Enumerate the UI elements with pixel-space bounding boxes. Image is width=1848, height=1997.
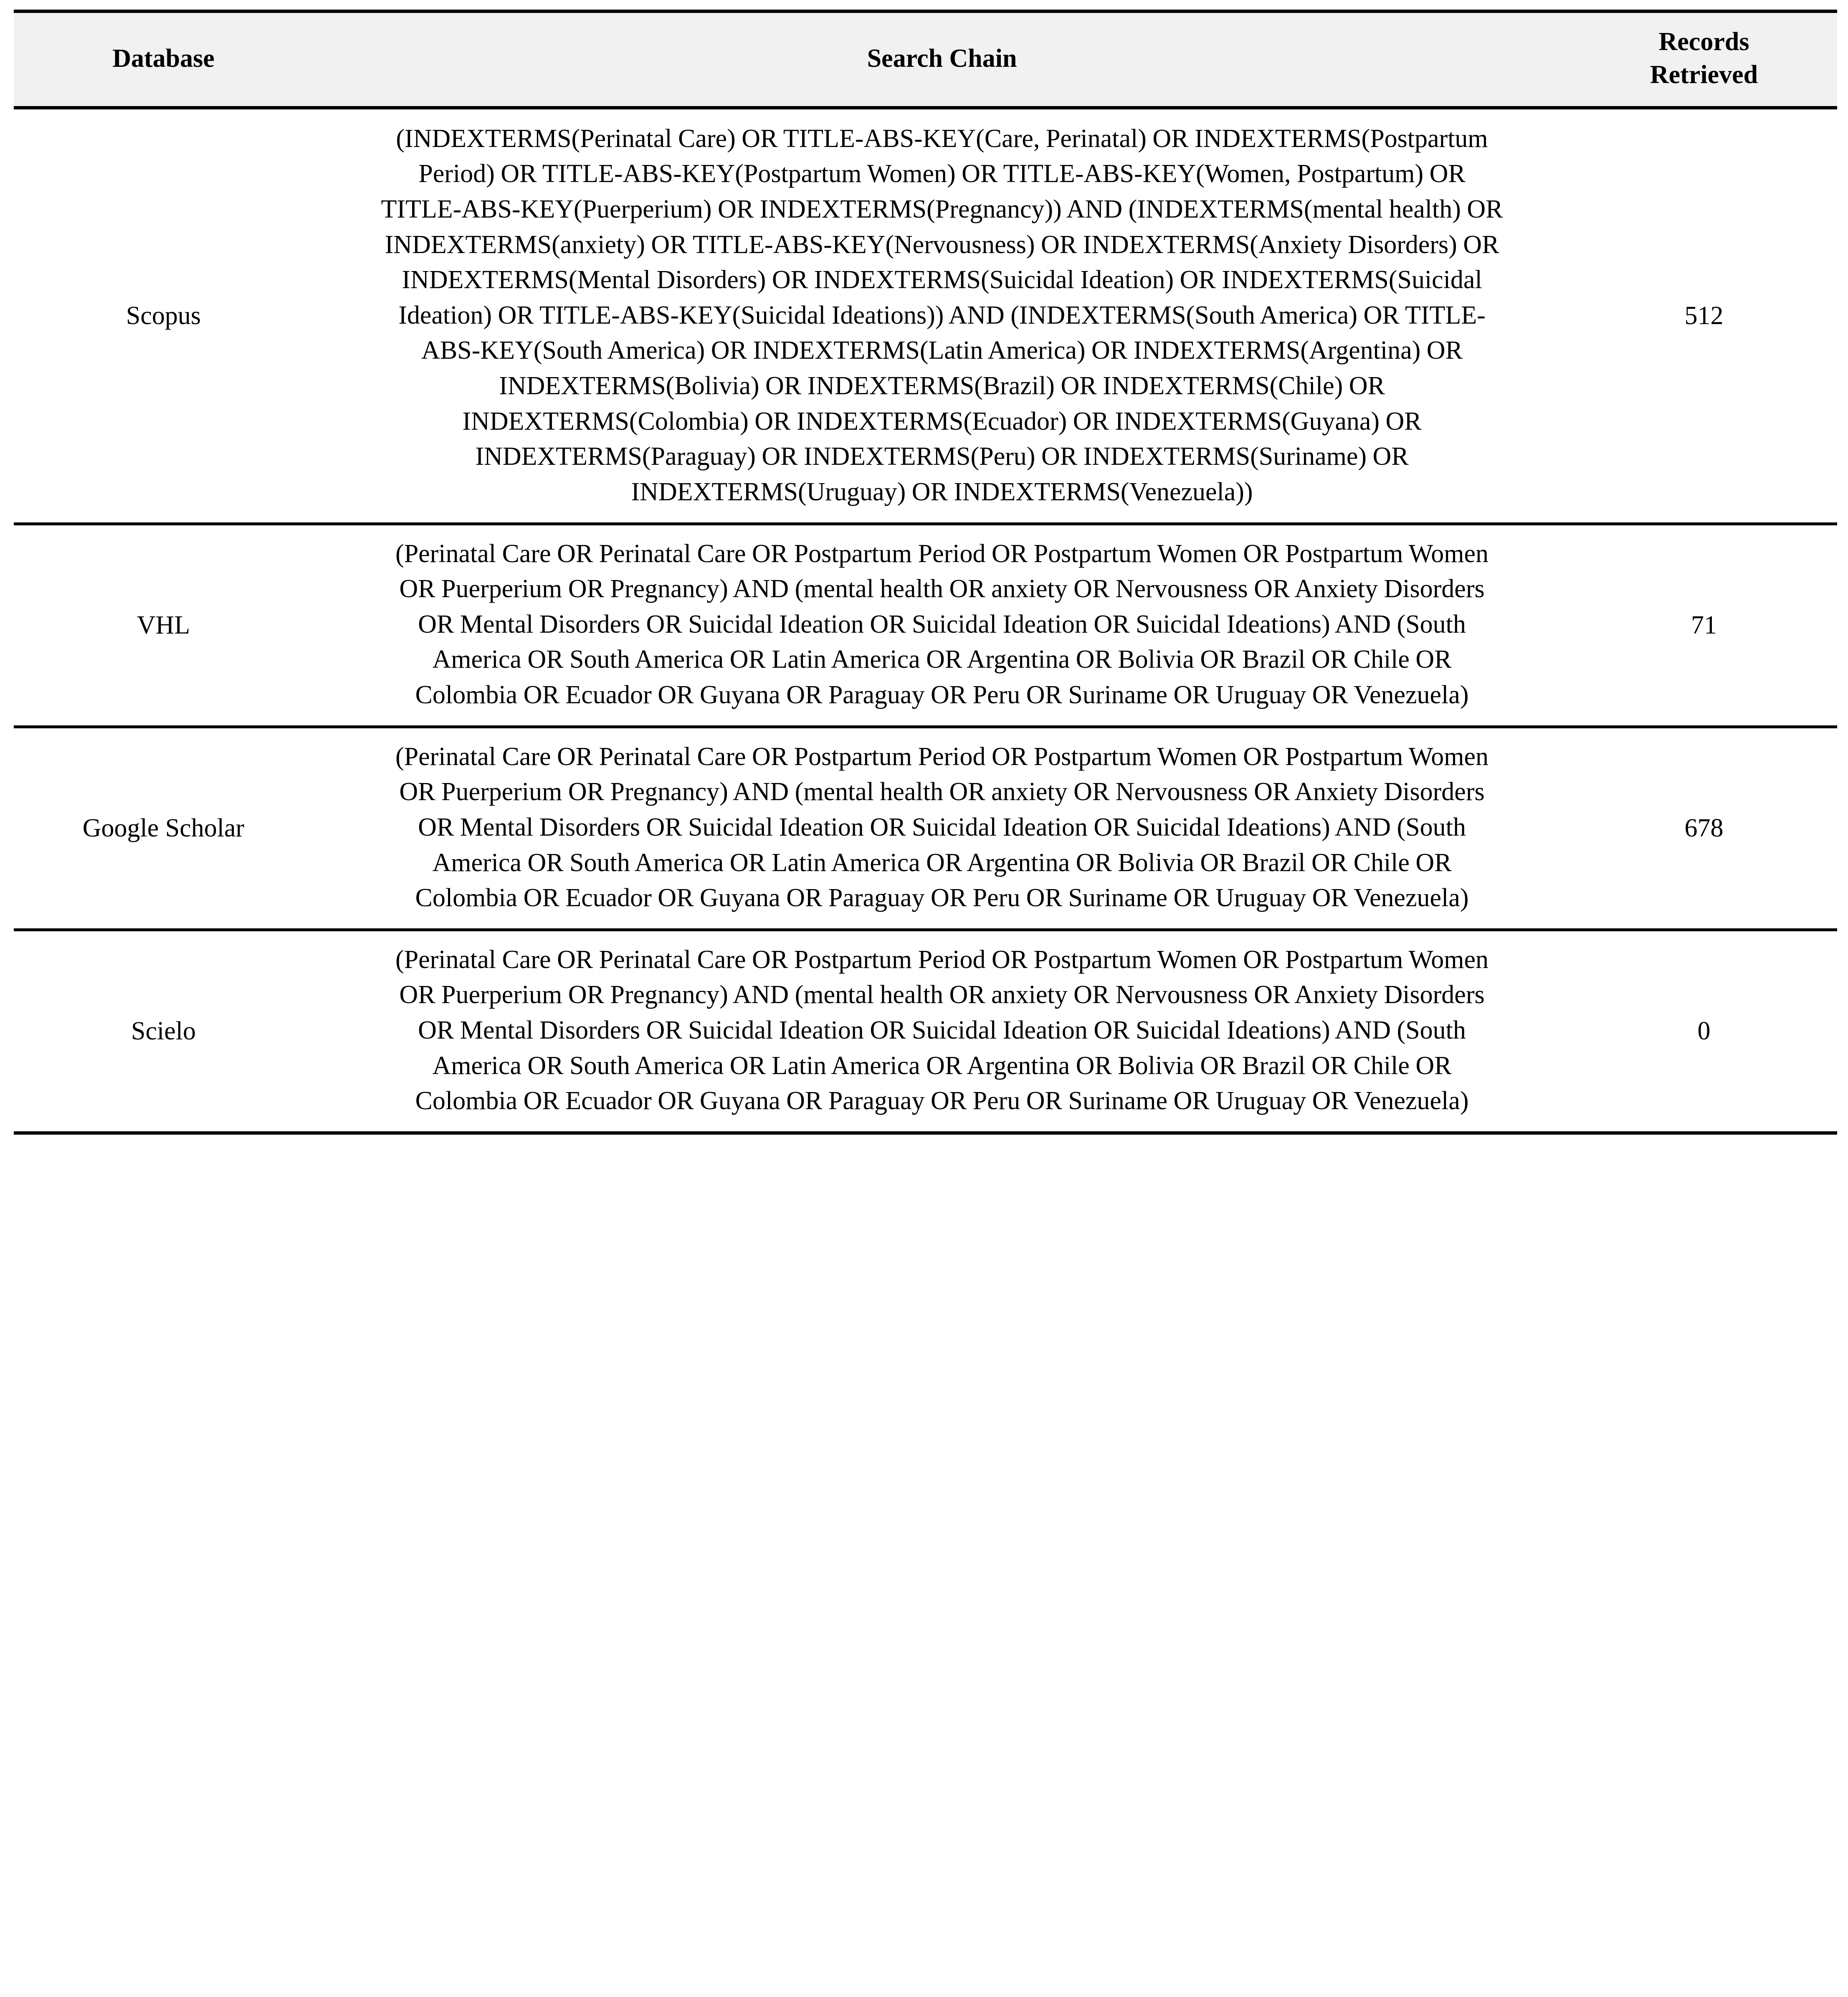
cell-records-retrieved: 512 <box>1571 108 1837 524</box>
cell-database: Scielo <box>14 930 313 1133</box>
table-row <box>14 108 1837 524</box>
search-chain-text: (INDEXTERMS(Perinatal Care) OR TITLE-ABS-KEY(Care, Perinatal) OR INDEXTERMS(Postpartum Period) OR TITLE-ABS-KEY(Postpartum Women) OR TITLE-ABS-KEY(Women, Postpartum) OR TITLE-ABS-KEY(Puerperium) OR INDEXTERMS(Pregnancy)) AND (INDEXTERMS(mental health) OR INDEXTERMS(anxiety) OR TITLE-ABS-KEY(Nervousness) OR INDEXTERMS(Anxiety Disorders) OR INDEXTERMS(Mental Disorders) OR INDEXTERMS(Suicidal Ideation) OR INDEXTERMS(Suicidal Ideation) OR TITLE-ABS-KEY(Suicidal Ideations)) AND (INDEXTERMS(South America) OR TITLE-ABS-KEY(South America) OR INDEXTERMS(Latin America) OR INDEXTERMS(Argentina) OR INDEXTERMS(Bolivia) OR INDEXTERMS(Brazil) OR INDEXTERMS(Chile) OR INDEXTERMS(Colombia) OR INDEXTERMS(Ecuador) OR INDEXTERMS(Guyana) OR INDEXTERMS(Paraguay) OR INDEXTERMS(Peru) OR INDEXTERMS(Suriname) OR INDEXTERMS(Uruguay) OR INDEXTERMS(Venezuela)) <box>381 124 1503 506</box>
table-header-row <box>14 11 1837 108</box>
search-strategy-table <box>14 10 1837 1135</box>
column-header-records-retrieved <box>1571 11 1837 108</box>
search-chain-text: (Perinatal Care OR Perinatal Care OR Postpartum Period OR Postpartum Women OR Postpartum Women OR Puerperium OR Pregnancy) AND (mental health OR anxiety OR Nervousness OR Anxiety Disorders OR Mental Disorders OR Suicidal Ideation OR Suicidal Ideation OR Suicidal Ideations) AND (South America OR South America OR Latin America OR Argentina OR Bolivia OR Brazil OR Chile OR Colombia OR Ecuador OR Guyana OR Paraguay OR Peru OR Suriname OR Uruguay OR Venezuela) <box>395 539 1489 710</box>
column-header-search-chain: Search Chain <box>313 11 1571 108</box>
cell-database: Scopus <box>14 108 313 524</box>
cell-database: Google Scholar <box>14 727 313 930</box>
table-header <box>14 11 1837 108</box>
cell-records-retrieved: 678 <box>1571 727 1837 930</box>
cell-search-chain <box>313 524 1571 727</box>
table-row <box>14 524 1837 727</box>
table-body <box>14 108 1837 1133</box>
search-chain-text: (Perinatal Care OR Perinatal Care OR Postpartum Period OR Postpartum Women OR Postpartum Women OR Puerperium OR Pregnancy) AND (mental health OR anxiety OR Nervousness OR Anxiety Disorders OR Mental Disorders OR Suicidal Ideation OR Suicidal Ideation OR Suicidal Ideations) AND (South America OR South America OR Latin America OR Argentina OR Bolivia OR Brazil OR Chile OR Colombia OR Ecuador OR Guyana OR Paraguay OR Peru OR Suriname OR Uruguay OR Venezuela) <box>395 945 1489 1115</box>
search-chain-text: (Perinatal Care OR Perinatal Care OR Postpartum Period OR Postpartum Women OR Postpartum Women OR Puerperium OR Pregnancy) AND (mental health OR anxiety OR Nervousness OR Anxiety Disorders OR Mental Disorders OR Suicidal Ideation OR Suicidal Ideation OR Suicidal Ideations) AND (South America OR South America OR Latin America OR Argentina OR Bolivia OR Brazil OR Chile OR Colombia OR Ecuador OR Guyana OR Paraguay OR Peru OR Suriname OR Uruguay OR Venezuela) <box>395 742 1489 912</box>
table-row <box>14 727 1837 930</box>
table-row <box>14 930 1837 1133</box>
column-header-records-retrieved-line1: Records <box>1658 28 1749 56</box>
column-header-database: Database <box>14 11 313 108</box>
cell-records-retrieved: 71 <box>1571 524 1837 727</box>
cell-database: VHL <box>14 524 313 727</box>
cell-search-chain <box>313 930 1571 1133</box>
column-header-records-retrieved-line2: Retrieved <box>1650 61 1758 89</box>
cell-search-chain <box>313 108 1571 524</box>
search-strategy-table-container <box>14 10 1837 1135</box>
cell-search-chain <box>313 727 1571 930</box>
cell-records-retrieved: 0 <box>1571 930 1837 1133</box>
